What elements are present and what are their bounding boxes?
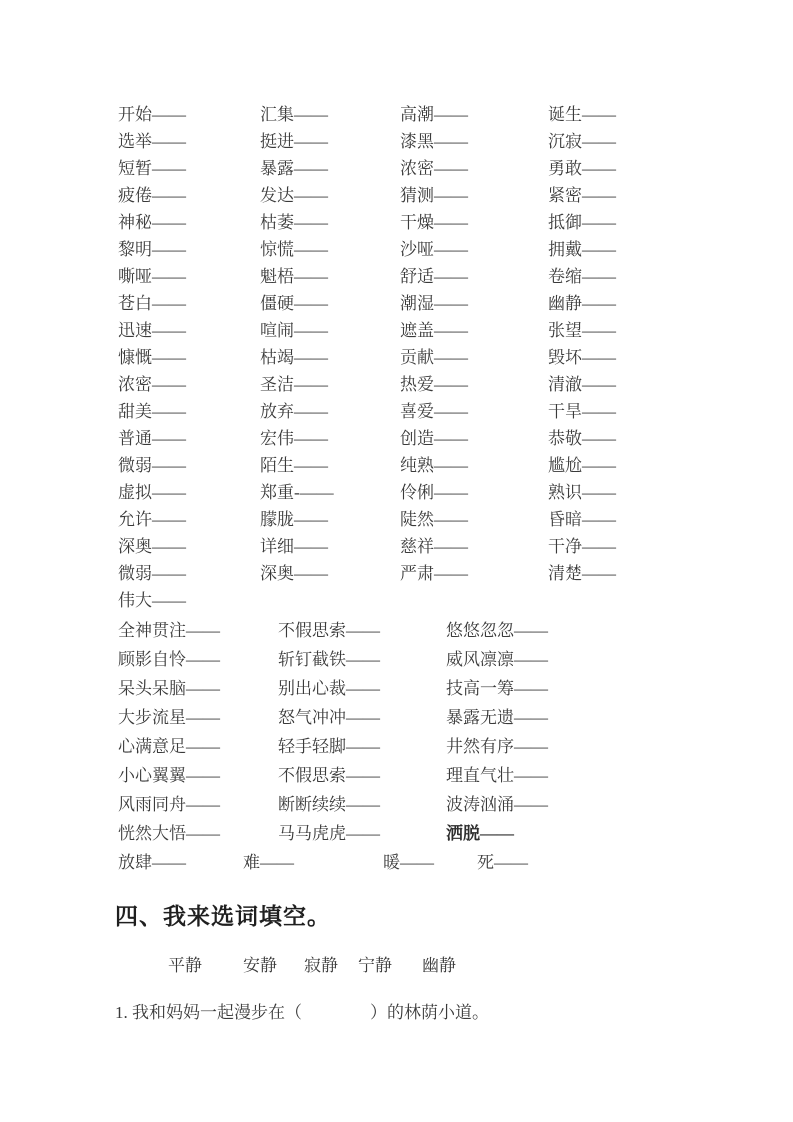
idiom-cell: 波涛汹涌—— [446, 795, 548, 814]
word-pair-cell: 发达—— [260, 186, 328, 205]
word-pair-cell [260, 587, 400, 614]
idiom-cell: 大步流星—— [118, 708, 220, 727]
word-pair-cell: 遮盖—— [400, 321, 468, 340]
word-pair-cell: 浓密—— [400, 159, 468, 178]
word-pair-cell: 创造—— [400, 429, 468, 448]
word-pair-cell: 微弱—— [118, 456, 186, 475]
word-pair-cell: 勇敢—— [548, 159, 616, 178]
word-bank-item: 寂静 [304, 956, 338, 975]
word-pair-cell: 纯熟—— [400, 456, 468, 475]
idiom-cell: 断断续续—— [278, 795, 380, 814]
word-pair-cell: 深奥—— [118, 537, 186, 556]
idiom-cell: 别出心裁—— [278, 679, 380, 698]
word-pair-row [118, 344, 793, 371]
word-pair-cell: 深奥—— [260, 564, 328, 583]
word-pair-cell: 幽静—— [548, 294, 616, 313]
word-pair-row [118, 155, 793, 182]
word-pair-cell: 潮湿—— [400, 294, 468, 313]
word-pair-cell: 喜爱—— [400, 402, 468, 421]
word-bank-item: 幽静 [422, 956, 456, 975]
word-pair-cell: 诞生—— [548, 105, 616, 124]
single-char-cell: 死—— [477, 853, 528, 872]
word-pair-cell: 拥戴—— [548, 240, 616, 259]
word-pair-cell: 陌生—— [260, 456, 328, 475]
question-1: 1. 我和妈妈一起漫步在（ ）的林荫小道。 [115, 1003, 489, 1022]
word-pair-cell: 苍白—— [118, 294, 186, 313]
idiom-cell: 顾影自怜—— [118, 650, 220, 669]
word-pair-cell: 郑重-—— [260, 483, 334, 502]
word-pair-cell: 虚拟—— [118, 483, 186, 502]
word-bank-item: 安静 [243, 956, 277, 975]
word-pair-cell: 疲倦—— [118, 186, 186, 205]
word-pair-cell: 枯竭—— [260, 348, 328, 367]
word-pair-cell: 甜美—— [118, 402, 186, 421]
single-char-cell: 暖—— [383, 853, 434, 872]
word-pair-cell: 短暂—— [118, 159, 186, 178]
idiom-cell: 井然有序—— [446, 737, 548, 756]
word-pair-cell: 放弃—— [260, 402, 328, 421]
idiom-cell: 小心翼翼—— [118, 766, 220, 785]
word-pair-row [118, 182, 793, 209]
single-char-cell: 放肆—— [118, 853, 186, 872]
idiom-cell: 理直气壮—— [446, 766, 548, 785]
idioms-section [118, 616, 793, 848]
word-pair-cell: 普通—— [118, 429, 186, 448]
word-pair-row [118, 263, 793, 290]
idiom-cell: 怒气冲冲—— [278, 708, 380, 727]
word-pair-cell: 嘶哑—— [118, 267, 186, 286]
idiom-row [118, 819, 793, 848]
word-pair-cell: 高潮—— [400, 105, 468, 124]
word-pair-cell: 伟大—— [118, 591, 186, 610]
word-pair-cell: 清澈—— [548, 375, 616, 394]
word-pair-cell: 挺进—— [260, 132, 328, 151]
word-pair-row [118, 290, 793, 317]
word-pair-row [118, 587, 793, 614]
word-bank-item: 平静 [168, 956, 202, 975]
word-pairs-section [118, 0, 793, 614]
word-pair-cell: 舒适—— [400, 267, 468, 286]
idiom-cell: 不假思索—— [278, 766, 380, 785]
word-pair-cell: 朦胧—— [260, 510, 328, 529]
idiom-cell: 洒脱—— [446, 824, 514, 843]
idiom-cell: 心满意足—— [118, 737, 220, 756]
word-pair-cell: 抵御—— [548, 213, 616, 232]
word-bank [118, 955, 793, 976]
word-pair-row [118, 479, 793, 506]
word-pair-cell [548, 587, 793, 614]
idiom-cell: 技高一筹—— [446, 679, 548, 698]
word-pair-cell: 熟识—— [548, 483, 616, 502]
word-pair-cell: 浓密—— [118, 375, 186, 394]
word-pair-cell [400, 587, 548, 614]
word-pair-cell: 沙哑—— [400, 240, 468, 259]
word-pair-cell: 开始—— [118, 105, 186, 124]
idiom-cell: 恍然大悟—— [118, 824, 220, 843]
word-pair-cell: 昏暗—— [548, 510, 616, 529]
word-pair-cell: 伶俐—— [400, 483, 468, 502]
idiom-cell: 暴露无遗—— [446, 708, 548, 727]
word-pair-cell: 圣洁—— [260, 375, 328, 394]
word-pair-row [118, 533, 793, 560]
idiom-row [118, 732, 793, 761]
word-pair-row [118, 317, 793, 344]
single-char-cell: 难—— [243, 853, 294, 872]
idiom-row [118, 761, 793, 790]
idiom-row [118, 616, 793, 645]
word-pair-cell: 张望—— [548, 321, 616, 340]
word-pair-cell: 神秘—— [118, 213, 186, 232]
idiom-row [118, 790, 793, 819]
idiom-cell: 威风凛凛—— [446, 650, 548, 669]
word-pair-cell: 枯萎—— [260, 213, 328, 232]
word-pair-row [118, 398, 793, 425]
word-pair-cell: 贡献—— [400, 348, 468, 367]
word-pair-cell: 干燥—— [400, 213, 468, 232]
word-pair-cell: 喧闹—— [260, 321, 328, 340]
word-pair-cell: 清楚—— [548, 564, 616, 583]
word-pair-row [118, 101, 793, 128]
word-pair-cell: 严肃—— [400, 564, 468, 583]
word-pair-cell: 详细—— [260, 537, 328, 556]
idiom-row [118, 645, 793, 674]
word-pair-cell: 慈祥—— [400, 537, 468, 556]
word-pair-row [118, 371, 793, 398]
single-char-row [118, 848, 793, 877]
word-pair-cell: 陡然—— [400, 510, 468, 529]
word-pair-cell: 沉寂—— [548, 132, 616, 151]
word-pair-cell: 迅速—— [118, 321, 186, 340]
word-pair-cell: 漆黑—— [400, 132, 468, 151]
section-four-heading: 四、我来选词填空。 [115, 903, 331, 929]
idiom-cell: 风雨同舟—— [118, 795, 220, 814]
word-pair-cell: 黎明—— [118, 240, 186, 259]
word-pair-cell: 干旱—— [548, 402, 616, 421]
word-pair-cell: 允许—— [118, 510, 186, 529]
idiom-cell: 呆头呆脑—— [118, 679, 220, 698]
word-pair-cell: 汇集—— [260, 105, 328, 124]
word-pair-row [118, 128, 793, 155]
word-pair-row [118, 560, 793, 587]
word-pair-cell: 尴尬—— [548, 456, 616, 475]
word-pair-cell: 紧密—— [548, 186, 616, 205]
idiom-cell: 悠悠忽忽—— [446, 621, 548, 640]
word-pair-row [118, 506, 793, 533]
word-pair-row [118, 236, 793, 263]
word-pair-cell: 僵硬—— [260, 294, 328, 313]
word-pair-cell: 微弱—— [118, 564, 186, 583]
idiom-cell: 斩钉截铁—— [278, 650, 380, 669]
word-pair-cell: 卷缩—— [548, 267, 616, 286]
idiom-row [118, 674, 793, 703]
word-pair-cell: 猜测—— [400, 186, 468, 205]
idiom-cell: 不假思索—— [278, 621, 380, 640]
word-pair-row [118, 209, 793, 236]
word-pair-cell: 热爱—— [400, 375, 468, 394]
idiom-row [118, 703, 793, 732]
word-pair-cell: 宏伟—— [260, 429, 328, 448]
word-pair-cell: 慷慨—— [118, 348, 186, 367]
word-pair-cell: 干净—— [548, 537, 616, 556]
idiom-cell: 轻手轻脚—— [278, 737, 380, 756]
word-pair-cell: 暴露—— [260, 159, 328, 178]
word-pair-cell: 魁梧—— [260, 267, 328, 286]
idiom-cell: 全神贯注—— [118, 621, 220, 640]
word-pair-row [118, 452, 793, 479]
word-pair-cell: 恭敬—— [548, 429, 616, 448]
idiom-cell: 马马虎虎—— [278, 824, 380, 843]
word-pair-cell: 选举—— [118, 132, 186, 151]
word-pair-cell: 毁坏—— [548, 348, 616, 367]
word-pair-cell: 惊慌—— [260, 240, 328, 259]
word-bank-item: 宁静 [358, 956, 392, 975]
word-pair-row [118, 425, 793, 452]
